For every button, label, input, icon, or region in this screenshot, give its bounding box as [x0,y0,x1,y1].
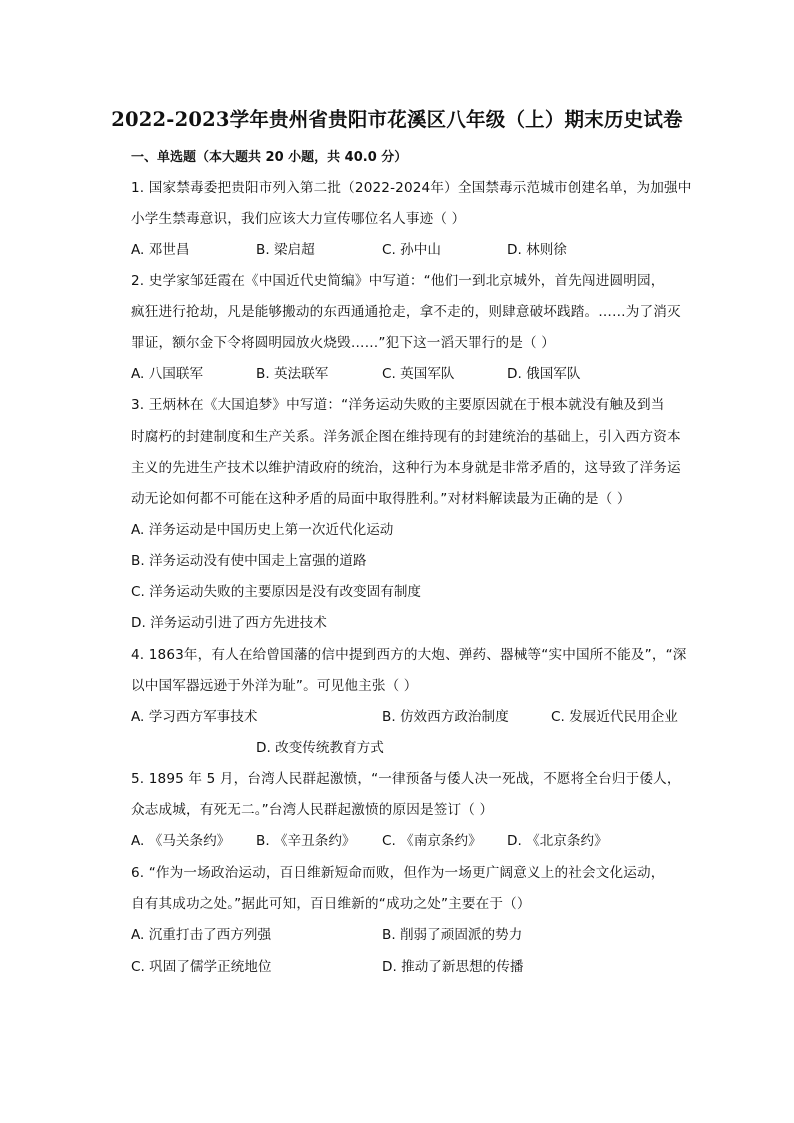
question-5-option-a: A. 《马关条约》 [131,833,231,849]
question-1-line-1: 1. 国家禁毒委把贵阳市列入第二批（2022-2024年）全国禁毒示范城市创建名单，为加强中 [131,180,692,196]
question-3-option-d: D. 洋务运动引进了西方先进技术 [131,615,327,631]
question-3-line-3: 主义的先进生产技术以维护清政府的统治，这种行为本身就是非常矛盾的，这导致了洋务运 [131,460,681,476]
question-5-option-d: D. 《北京条约》 [507,833,608,849]
question-2-option-c: C. 英国军队 [382,366,455,382]
question-1-line-2: 小学生禁毒意识，我们应该大力宣传哪位名人事迹（ ） [131,211,466,227]
question-6-option-d: D. 推动了新思想的传播 [382,959,524,975]
question-4-line-2: 以中国军器远逊于外洋为耻”。可见他主张（ ） [131,678,418,694]
question-2-option-d: D. 俄国军队 [507,366,581,382]
question-5-line-1: 5. 1895 年 5 月，台湾人民群起激愤，“一律预备与倭人决一死战，不愿将全台归于倭人， [131,771,681,787]
question-2-line-3: 罪证，额尔金下令将圆明园放火烧毁……”犯下这一滔天罪行的是（ ） [131,335,555,351]
question-4-option-d: D. 改变传统教育方式 [256,740,384,756]
question-1-option-d: D. 林则徐 [507,242,567,258]
question-2-option-a: A. 八国联军 [131,366,204,382]
question-3-option-a: A. 洋务运动是中国历史上第一次近代化运动 [131,522,394,538]
section-heading: 一、单选题（本大题共 20 小题，共 40.0 分） [131,150,408,165]
question-4-line-1: 4. 1863年，有人在给曾国藩的信中提到西方的大炮、弹药、器械等“实中国所不能及”，“深 [131,647,687,663]
question-5-line-2: 众志成城，有死无二。”台湾人民群起激愤的原因是签订（ ） [131,802,494,818]
question-2-line-1: 2. 史学家邹廷霞在《中国近代史简编》中写道：“他们一到北京城外，首先闯进圆明园， [131,273,665,289]
question-6-option-a: A. 沉重打击了西方列强 [131,927,272,943]
question-5-option-b: B. 《辛丑条约》 [256,833,356,849]
question-1-option-b: B. 梁启超 [256,242,315,258]
question-3-line-2: 时腐朽的封建制度和生产关系。洋务派企图在维持现有的封建统治的基础上，引入西方资本 [131,429,681,445]
question-3-option-c: C. 洋务运动失败的主要原因是没有改变固有制度 [131,584,422,600]
question-6-line-1: 6. “作为一场政治运动，百日维新短命而败，但作为一场更广阔意义上的社会文化运动， [131,865,665,881]
question-2-line-2: 疯狂进行抢劫，凡是能够搬动的东西通通抢走，拿不走的，则肆意破坏践踏。……为了消灭 [131,304,681,320]
question-3-option-b: B. 洋务运动没有使中国走上富强的道路 [131,553,367,569]
question-1-option-a: A. 邓世昌 [131,242,190,258]
question-6-option-c: C. 巩固了儒学正统地位 [131,959,272,975]
question-3-line-1: 3. 王炳林在《大国追梦》中写道：“洋务运动失败的主要原因就在于根本就没有触及到当 [131,397,665,413]
question-4-option-c: C. 发展近代民用企业 [551,709,678,725]
exam-title: 2022-2023学年贵州省贵阳市花溪区八年级（上）期末历史试卷 [111,108,683,131]
question-4-option-b: B. 仿效西方政治制度 [382,709,509,725]
question-4-option-a: A. 学习西方军事技术 [131,709,258,725]
question-2-option-b: B. 英法联军 [256,366,329,382]
question-3-line-4: 动无论如何都不可能在这种矛盾的局面中取得胜利。”对材料解读最为正确的是（ ） [131,491,631,507]
question-6-option-b: B. 削弱了顽固派的势力 [382,927,523,943]
question-6-line-2: 自有其成功之处。”据此可知，百日维新的“成功之处”主要在于（） [131,896,531,912]
question-5-option-c: C. 《南京条约》 [382,833,482,849]
question-1-option-c: C. 孙中山 [382,242,441,258]
